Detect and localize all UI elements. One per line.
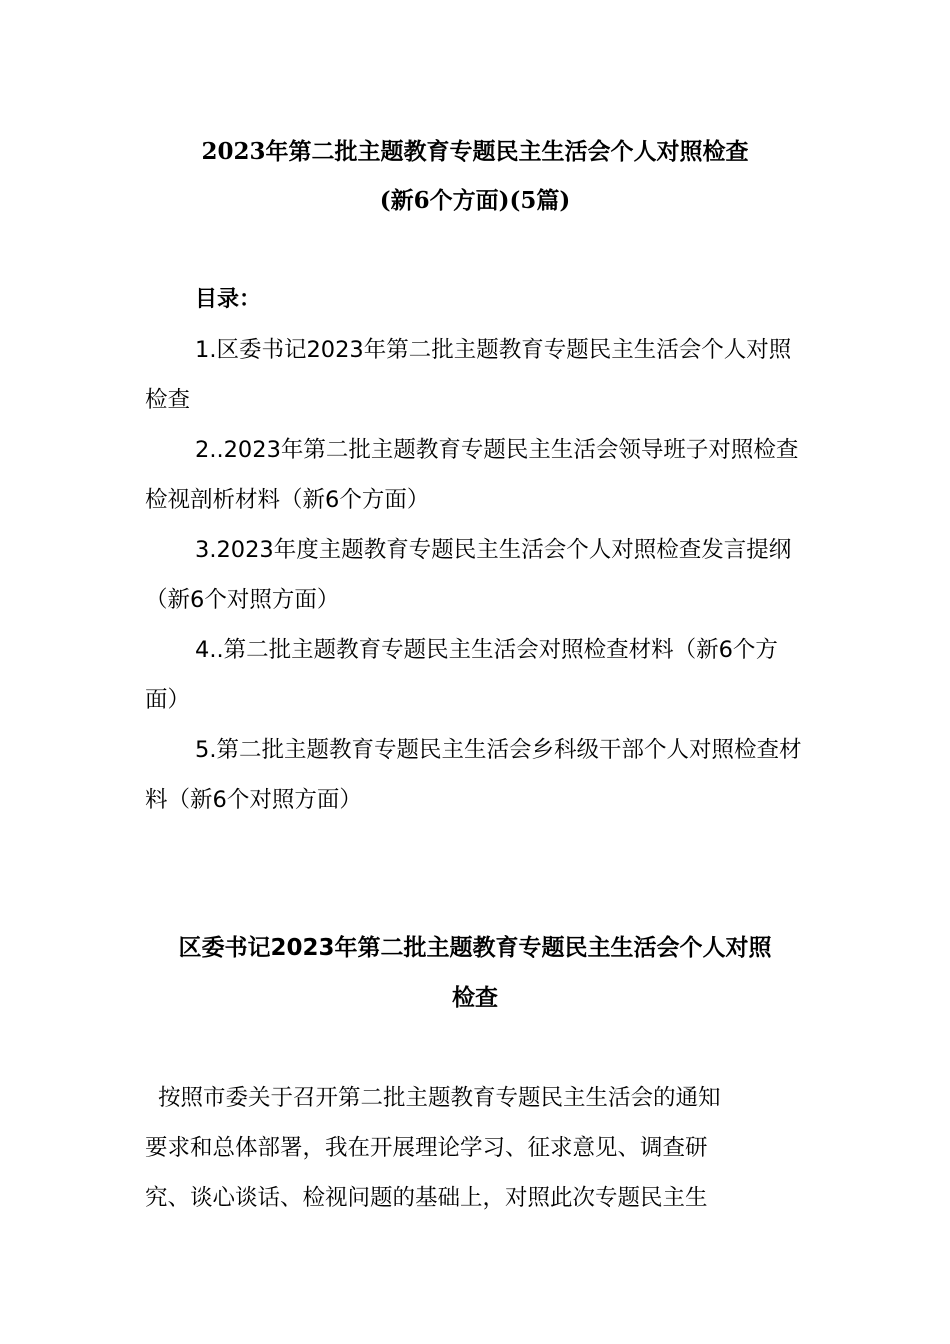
section-title-line-1: 区委书记2023年第二批主题教育专题民主生活会个人对照 <box>178 935 772 961</box>
toc-item: 1.区委书记2023年第二批主题教育专题民主生活会个人对照检查 <box>145 337 792 413</box>
toc-heading: 目录： <box>195 287 262 312</box>
document-title-line-1: 2023年第二批主题教育专题民主生活会个人对照检查 <box>201 138 749 165</box>
toc-item: 2..2023年第二批主题教育专题民主生活会领导班子对照检查检视剖析材料（新6个方面） <box>145 437 799 513</box>
body-line: 按照市委关于召开第二批主题教育专题民主生活会的通知 <box>158 1085 721 1111</box>
document-title-line-2: (新6个方面)(5篇) <box>379 187 571 214</box>
toc-item: 3.2023年度主题教育专题民主生活会个人对照检查发言提纲（新6个对照方面） <box>145 537 792 613</box>
body-line: 要求和总体部署，我在开展理论学习、征求意见、调查研 <box>145 1135 708 1161</box>
toc-item: 5.第二批主题教育专题民主生活会乡科级干部个人对照检查材料（新6个对照方面） <box>145 737 802 813</box>
body-line: 究、谈心谈话、检视问题的基础上，对照此次专题民主生 <box>145 1185 708 1211</box>
body-paragraph <box>145 1073 810 1223</box>
toc-item: 4..第二批主题教育专题民主生活会对照检查材料（新6个方面） <box>145 637 778 713</box>
section-title-line-2: 检查 <box>452 985 498 1011</box>
